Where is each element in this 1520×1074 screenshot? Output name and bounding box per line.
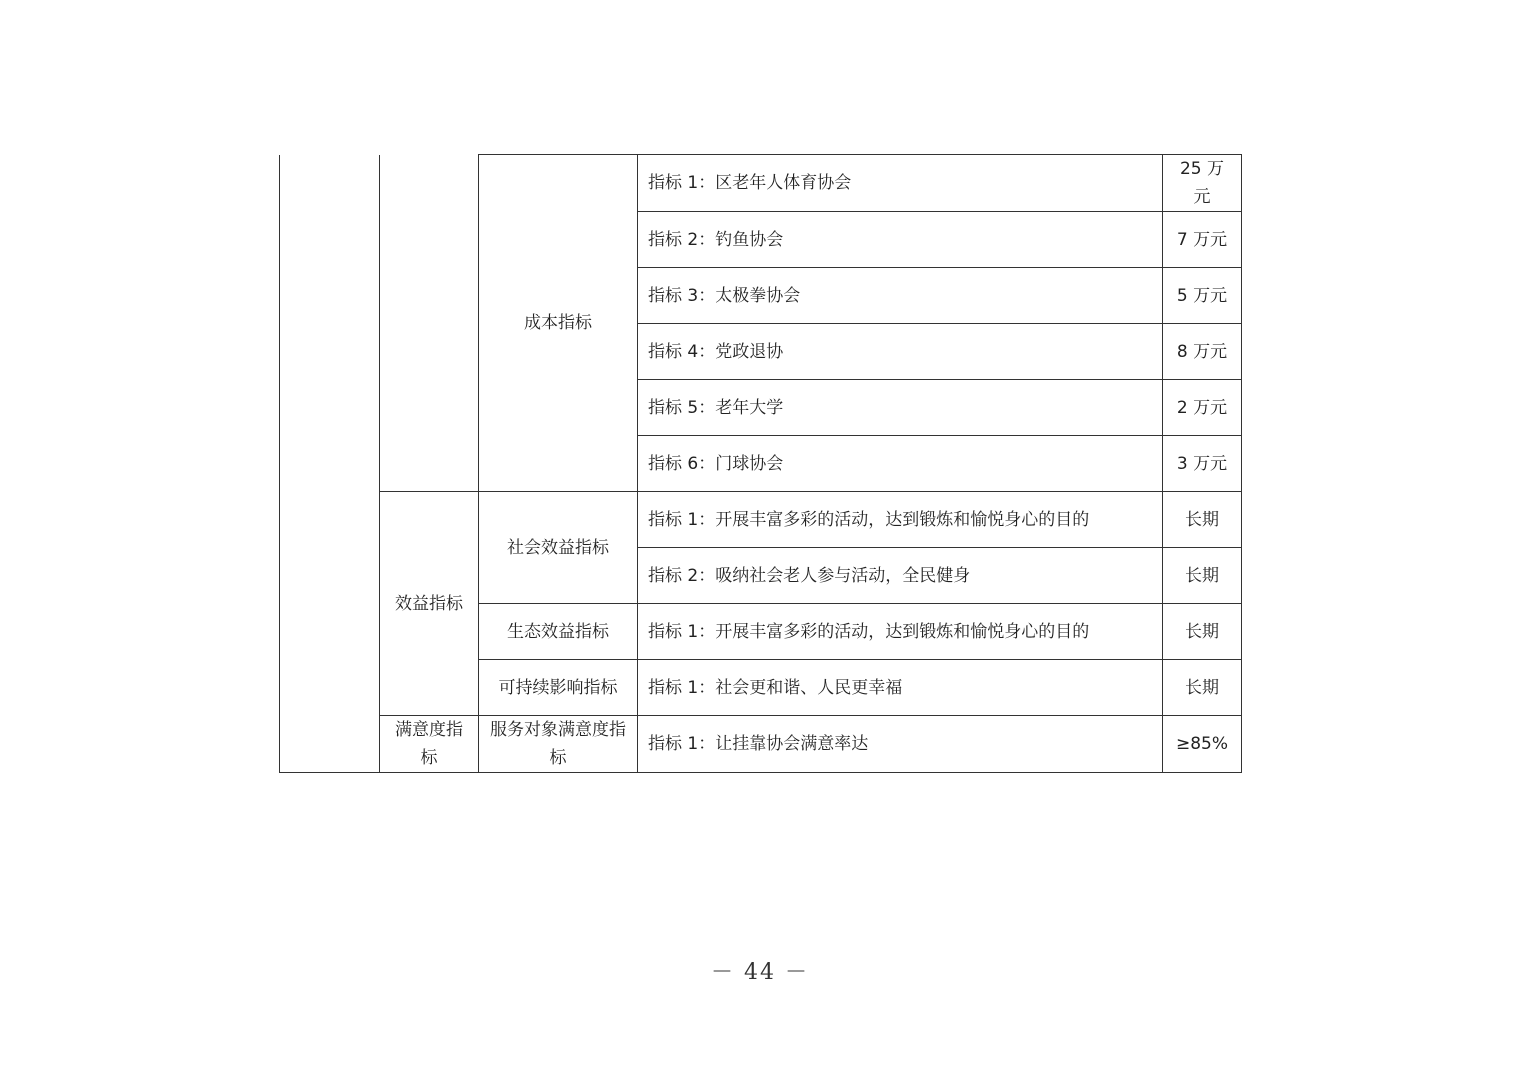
table-row [280, 155, 1242, 212]
category-cell: 可持续影响指标 [479, 660, 638, 716]
value-cell: 长期 [1163, 604, 1242, 660]
value-cell: 长期 [1163, 548, 1242, 604]
page-number: － 44 － [711, 960, 809, 985]
value-cell: 5 万元 [1163, 268, 1242, 324]
value-cell: 长期 [1163, 660, 1242, 716]
performance-indicator-table [279, 154, 1242, 773]
table-row [280, 716, 1242, 773]
value-cell: 长期 [1163, 492, 1242, 548]
indicator-cell: 指标 1：让挂靠协会满意率达 [638, 716, 1163, 773]
value-cell: 7 万元 [1163, 212, 1242, 268]
level2-cell-satisfaction: 满意度指标 [380, 716, 479, 773]
table-row [280, 492, 1242, 548]
category-cell: 成本指标 [479, 155, 638, 492]
category-cell: 生态效益指标 [479, 604, 638, 660]
indicator-cell: 指标 1：开展丰富多彩的活动，达到锻炼和愉悦身心的目的 [638, 604, 1163, 660]
value-cell: ≥85% [1163, 716, 1242, 773]
category-cell: 社会效益指标 [479, 492, 638, 604]
indicator-cell: 指标 5：老年大学 [638, 380, 1163, 436]
indicator-cell: 指标 1：区老年人体育协会 [638, 155, 1163, 212]
indicator-cell: 指标 4：党政退协 [638, 324, 1163, 380]
value-cell: 2 万元 [1163, 380, 1242, 436]
indicator-cell: 指标 6：门球协会 [638, 436, 1163, 492]
level2-cell-benefit: 效益指标 [380, 492, 479, 716]
category-cell: 服务对象满意度指标 [479, 716, 638, 773]
indicator-cell: 指标 3：太极拳协会 [638, 268, 1163, 324]
level2-cell-output [380, 155, 479, 492]
value-cell: 25 万 元 [1163, 155, 1242, 212]
indicator-cell: 指标 2：吸纳社会老人参与活动，全民健身 [638, 548, 1163, 604]
indicator-cell: 指标 1：开展丰富多彩的活动，达到锻炼和愉悦身心的目的 [638, 492, 1163, 548]
indicator-cell: 指标 2：钓鱼协会 [638, 212, 1163, 268]
value-cell: 3 万元 [1163, 436, 1242, 492]
value-cell: 8 万元 [1163, 324, 1242, 380]
level1-cell [280, 155, 380, 773]
indicator-cell: 指标 1：社会更和谐、人民更幸福 [638, 660, 1163, 716]
